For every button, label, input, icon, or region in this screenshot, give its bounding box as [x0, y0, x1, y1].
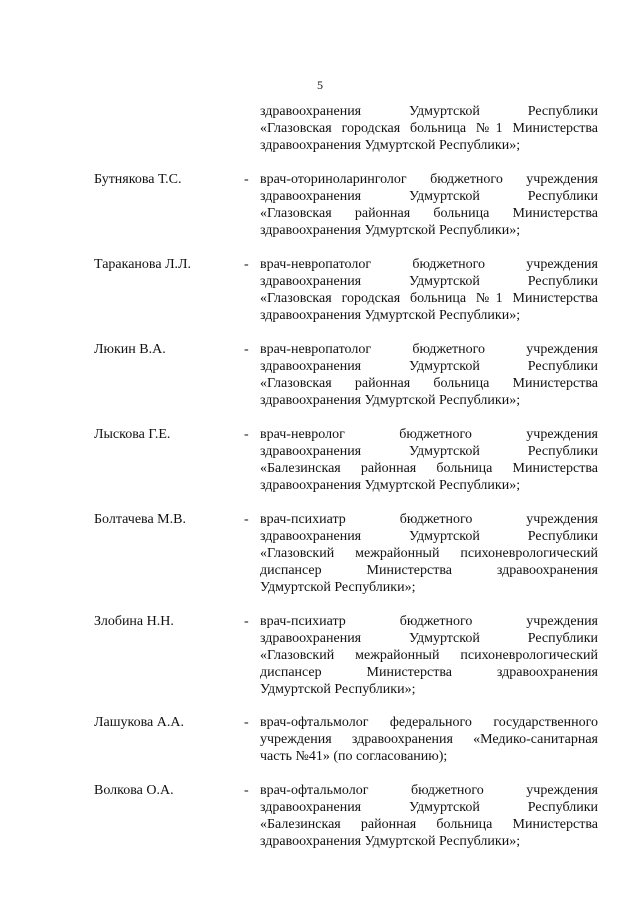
description-line: диспансер Министерства здравоохранения: [260, 563, 598, 578]
continuation-line: «Глазовская городская больница №1 Министерства: [260, 121, 598, 136]
description-line: Удмуртской Республики»;: [260, 580, 416, 595]
description-line: здравоохранения Удмуртской Республики»;: [260, 393, 521, 408]
description-line: здравоохранения Удмуртской Республики: [260, 189, 598, 204]
description-line: здравоохранения Удмуртской Республики»;: [260, 478, 521, 493]
description-line: «Глазовская районная больница Министерства: [260, 206, 598, 221]
description-line: здравоохранения Удмуртской Республики»;: [260, 834, 521, 849]
position-description: [260, 613, 598, 698]
person-name: Бутнякова Т.С.: [94, 172, 182, 187]
continuation-line: здравоохранения Удмуртской Республики: [260, 104, 598, 119]
description-line: здравоохранения Удмуртской Республики: [260, 631, 598, 646]
description-line: «Балезинская районная больница Министерства: [260, 817, 598, 832]
description-line: здравоохранения Удмуртской Республики: [260, 274, 598, 289]
description-line: «Глазовский межрайонный психоневрологический: [260, 546, 598, 561]
description-line: врач-офтальмолог бюджетного учреждения: [260, 783, 598, 798]
description-line: учреждения здравоохранения «Медико-санитарная: [260, 732, 598, 747]
position-description: [260, 256, 598, 324]
description-line: часть №41» (по согласованию);: [260, 749, 448, 764]
person-name: Люкин В.А.: [94, 342, 166, 357]
description-line: здравоохранения Удмуртской Республики: [260, 359, 598, 374]
description-line: «Глазовская районная больница Министерства: [260, 376, 598, 391]
position-description: [260, 426, 598, 494]
description-line: Удмуртской Республики»;: [260, 682, 416, 697]
dash-separator: -: [244, 715, 249, 730]
person-name: Лыскова Г.Е.: [94, 427, 171, 442]
dash-separator: -: [244, 342, 249, 357]
description-line: врач-психиатр бюджетного учреждения: [260, 512, 598, 527]
description-line: здравоохранения Удмуртской Республики»;: [260, 223, 521, 238]
position-description: [260, 714, 598, 765]
person-name: Тараканова Л.Л.: [94, 257, 192, 272]
dash-separator: -: [244, 172, 249, 187]
description-line: здравоохранения Удмуртской Республики: [260, 444, 598, 459]
description-line: врач-невролог бюджетного учреждения: [260, 427, 598, 442]
position-description: [260, 782, 598, 850]
dash-separator: -: [244, 427, 249, 442]
person-name: Злобина Н.Н.: [94, 614, 174, 629]
description-line: диспансер Министерства здравоохранения: [260, 665, 598, 680]
description-line: «Глазовский межрайонный психоневрологический: [260, 648, 598, 663]
description-line: здравоохранения Удмуртской Республики: [260, 800, 598, 815]
dash-separator: -: [244, 257, 249, 272]
description-line: врач-психиатр бюджетного учреждения: [260, 614, 598, 629]
position-description: [260, 511, 598, 596]
description-line: врач-оториноларинголог бюджетного учреждения: [260, 172, 598, 187]
position-description: [260, 341, 598, 409]
description-line: «Глазовская городская больница №1 Министерства: [260, 291, 598, 306]
description-line: врач-офтальмолог федерального государственного: [260, 715, 598, 730]
dash-separator: -: [244, 783, 249, 798]
position-description: [260, 171, 598, 239]
description-line: врач-невропатолог бюджетного учреждения: [260, 257, 598, 272]
dash-separator: -: [244, 614, 249, 629]
page-number: 5: [317, 78, 323, 92]
description-line: «Балезинская районная больница Министерства: [260, 461, 598, 476]
person-name: Болтачева М.В.: [94, 512, 186, 527]
dash-separator: -: [244, 512, 249, 527]
continuation-line: здравоохранения Удмуртской Республики»;: [260, 138, 521, 153]
person-name: Волкова О.А.: [94, 783, 174, 798]
continuation-text: [260, 103, 598, 154]
description-line: врач-невропатолог бюджетного учреждения: [260, 342, 598, 357]
person-name: Лашукова А.А.: [94, 715, 184, 730]
description-line: здравоохранения Удмуртской Республики: [260, 529, 598, 544]
description-line: здравоохранения Удмуртской Республики»;: [260, 308, 521, 323]
